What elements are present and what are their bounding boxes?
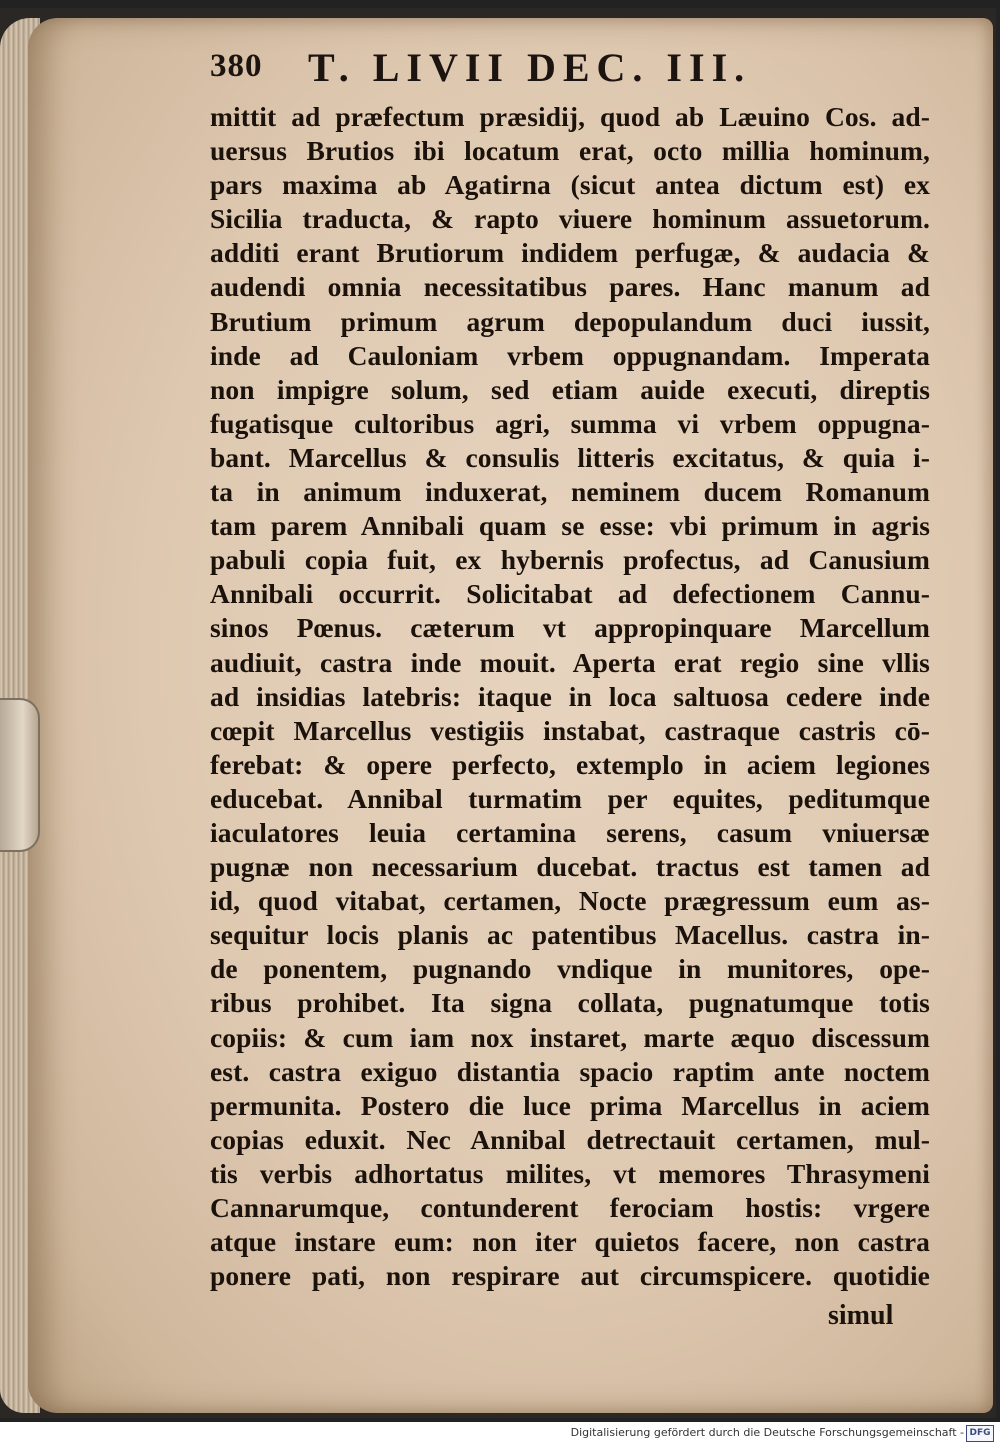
footer-bar — [0, 1422, 1000, 1445]
text-line: Cannarumque, contunderent ferociam hostis: vrgere — [210, 1192, 930, 1223]
text-line: copiis: & cum iam nox instaret, marte æquo discessum — [210, 1021, 930, 1053]
text-line: audiuit, castra inde mouit. Aperta erat regio sine vllis — [210, 646, 930, 678]
text-line: ponere pati, non respirare aut circumspicere. quotidie — [210, 1260, 930, 1292]
book-clasp — [0, 698, 40, 852]
text-line: ferebat: & opere perfecto, extemplo in aciem legiones — [210, 748, 930, 780]
text-line: non impigre solum, sed etiam auide executi, direptis — [210, 373, 930, 405]
funding-credit: Digitalisierung gefördert durch die Deutsche Forschungsgemeinschaft - — [570, 1426, 964, 1439]
page-number: 380 — [210, 48, 263, 84]
text-line: sequitur locis planis ac patentibus Macellus. castra in- — [210, 919, 930, 951]
text-line: pabuli copia fuit, ex hybernis profectus, ad Canusium — [210, 544, 930, 576]
text-line: ta in animum induxerat, neminem ducem Romanum — [210, 476, 930, 508]
text-line: copias eduxit. Nec Annibal detrectauit certamen, mul- — [210, 1123, 930, 1155]
text-line: ribus prohibet. Ita signa collata, pugnatumque totis — [210, 987, 930, 1019]
text-line: audendi omnia necessitatibus pares. Hanc manum ad — [210, 271, 930, 303]
text-line: cœpit Marcellus vestigiis instabat, castraque castris cō- — [210, 714, 930, 746]
text-line: uersus Brutios ibi locatum erat, octo millia hominum, — [210, 135, 930, 167]
text-line: atque instare eum: non iter quietos facere, non castra — [210, 1226, 930, 1258]
text-line: tis verbis adhortatus milites, vt memores Thrasymeni — [210, 1157, 930, 1189]
text-line: Brutium primum agrum depopulandum duci iussit, — [210, 305, 930, 337]
text-line: mittit ad præfectum præsidij, quod ab Læuino Cos. ad- — [210, 101, 930, 132]
text-line: inde ad Cauloniam vrbem oppugnandam. Imperata — [210, 339, 930, 371]
page-header — [210, 44, 810, 94]
dfg-logo: DFG — [966, 1425, 994, 1442]
text-line: bant. Marcellus & consulis litteris excitatus, & quia i- — [210, 441, 930, 473]
text-line: pars maxima ab Agatirna (sicut antea dictum est) ex — [210, 169, 930, 201]
text-line: Annibali occurrit. Solicitabat ad defectionem Cannu- — [210, 578, 930, 610]
text-line: fugatisque cultoribus agri, summa vi vrbem oppugna- — [210, 407, 930, 439]
text-line: additi erant Brutiorum indidem perfugæ, & audacia & — [210, 237, 930, 269]
text-line: ad insidias latebris: itaque in loca saltuosa cedere inde — [210, 680, 930, 712]
text-line: iaculatores leuia certamina serens, casum vniuersæ — [210, 816, 930, 848]
text-line: id, quod vitabat, certamen, Nocte prægressum eum as- — [210, 885, 930, 917]
text-line: pugnæ non necessarium ducebat. tractus est tamen ad — [210, 851, 930, 883]
text-line: educebat. Annibal turmatim per equites, peditumque — [210, 782, 930, 814]
body-text — [210, 100, 930, 1293]
text-line: de ponentem, pugnando vndique in munitores, ope- — [210, 953, 930, 985]
catchword: simul — [828, 1300, 894, 1331]
running-head: T. LIVII DEC. III. — [308, 45, 752, 90]
text-line: Sicilia traducta, & rapto viuere hominum assuetorum. — [210, 203, 930, 235]
text-line: tam parem Annibali quam se esse: vbi primum in agris — [210, 510, 930, 542]
text-line: sinos Pœnus. cæterum vt appropinquare Marcellum — [210, 612, 930, 644]
text-line: est. castra exiguo distantia spacio raptim ante noctem — [210, 1055, 930, 1087]
text-line: permunita. Postero die luce prima Marcellus in aciem — [210, 1089, 930, 1121]
